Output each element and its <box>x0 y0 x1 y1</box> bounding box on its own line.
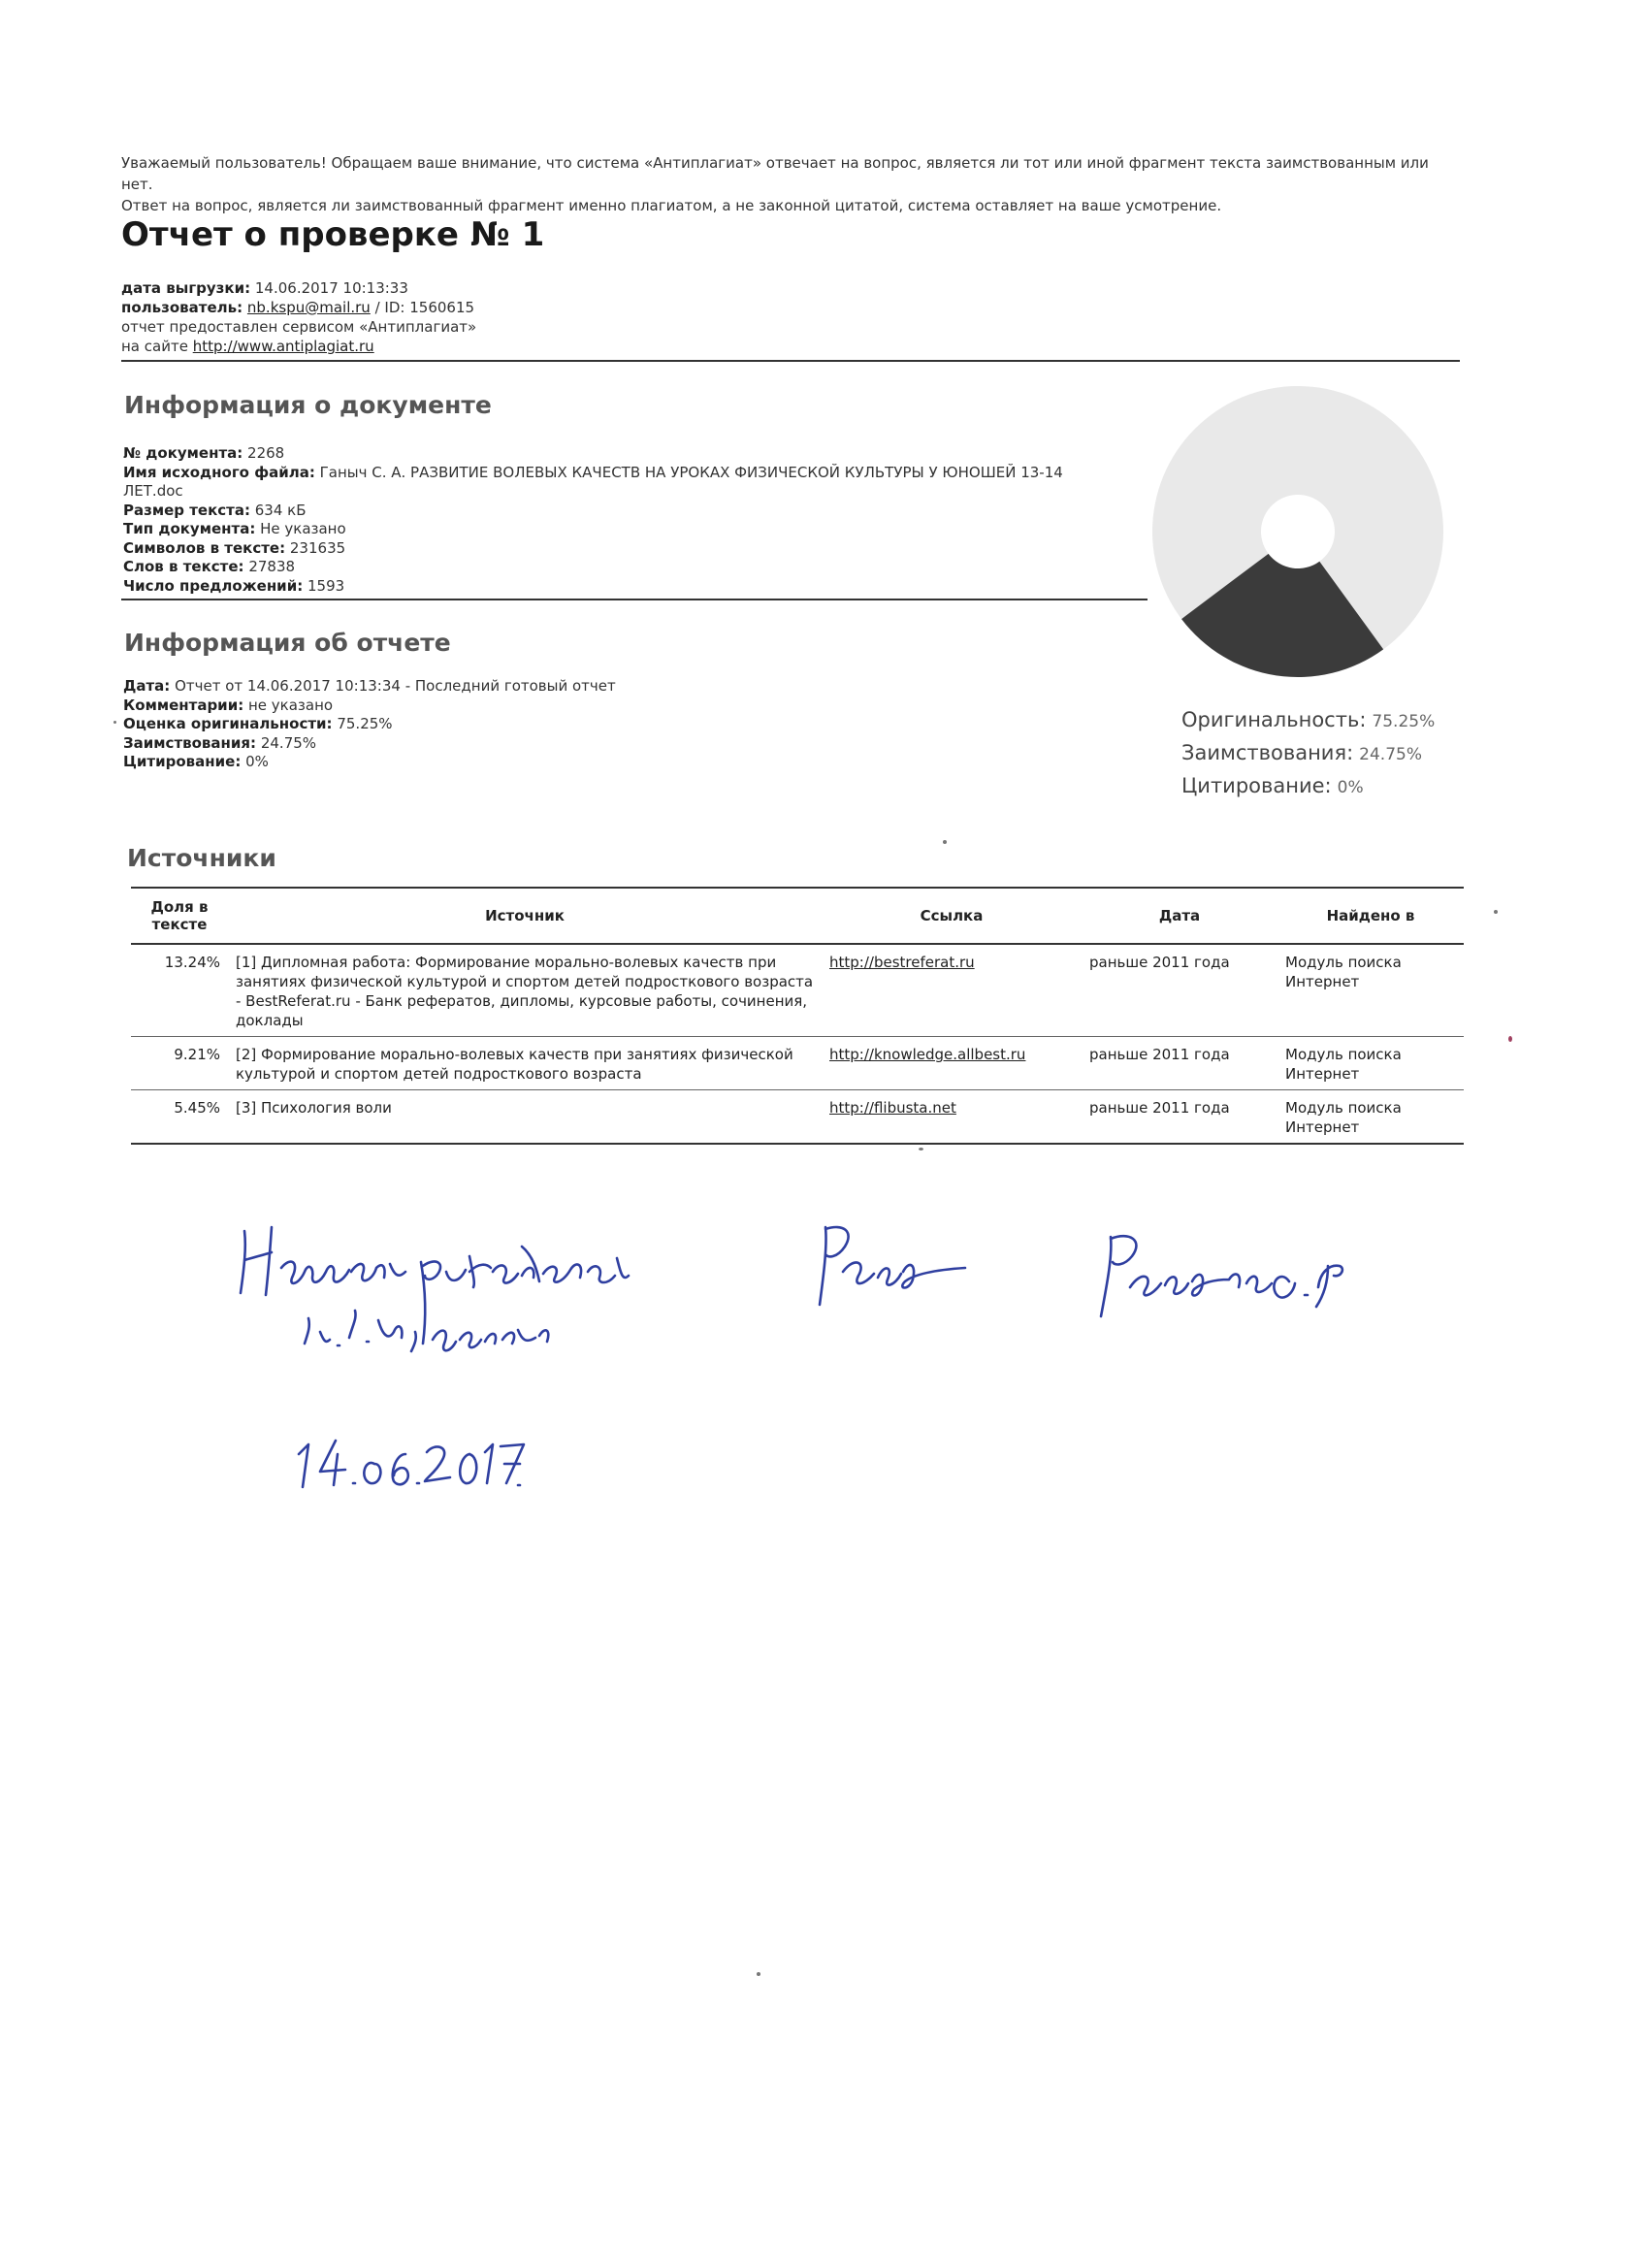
legend-value: 24.75% <box>1359 745 1422 764</box>
col-source: Источник <box>228 888 822 944</box>
legend-value: 75.25% <box>1372 712 1436 731</box>
chars-count: 231635 <box>289 538 346 557</box>
service-line: отчет предоставлен сервисом «Антиплагиат» <box>121 318 477 336</box>
doc-info-heading: Информация о документе <box>124 391 492 419</box>
legend-value: 0% <box>1337 778 1364 797</box>
handwritten-signature-initials <box>800 1217 975 1314</box>
words-count: 27838 <box>248 558 296 575</box>
sources-table <box>131 887 1464 1145</box>
source-link[interactable]: http://bestreferat.ru <box>829 954 975 971</box>
text-size: 634 кБ <box>254 501 307 519</box>
source-title: [2] Формирование морально-волевых качеств при занятиях физической культурой и спортом детей подросткового возраста <box>228 1037 822 1090</box>
table-row <box>131 944 1464 1037</box>
doc-type: Не указано <box>260 520 346 537</box>
notice-line-2: Ответ на вопрос, является ли заимствованный фрагмент именно плагиатом, а не законной цитатой, система оставляет на ваше усмотрение. <box>121 197 1222 214</box>
borrowing-label: Заимствования: <box>123 733 257 752</box>
source-title: [1] Дипломная работа: Формирование морально-волевых качеств при занятиях физической культурой и спортом детей подросткового возраста - BestReferat.ru - Банк рефератов, дипломы, курсовые работы, сочинения, доклады <box>228 944 822 1037</box>
scan-speck <box>1508 1036 1512 1042</box>
legend-label: Цитирование: <box>1181 774 1332 797</box>
comments-label: Комментарии: <box>123 696 244 714</box>
source-share: 9.21% <box>131 1037 228 1090</box>
scan-speck <box>757 1972 760 1976</box>
sentences-label: Число предложений: <box>123 576 304 595</box>
legend-item <box>1181 737 1435 770</box>
source-found-in: Модуль поиска Интернет <box>1277 1037 1464 1090</box>
user-label: пользователь: <box>121 299 243 316</box>
user-email-link[interactable]: nb.kspu@mail.ru <box>246 299 371 316</box>
sentences-count: 1593 <box>307 576 345 595</box>
export-date: 14.06.2017 10:13:33 <box>254 279 408 297</box>
chars-label: Символов в тексте: <box>123 538 286 557</box>
source-date: раньше 2011 года <box>1082 944 1277 1037</box>
report-date-label: Дата: <box>123 677 171 695</box>
handwritten-signature-name <box>1091 1227 1353 1334</box>
scan-speck <box>919 1148 923 1150</box>
originality-label: Оценка оригинальности: <box>123 715 333 732</box>
notice-text <box>121 152 1460 216</box>
legend-label: Заимствования: <box>1181 741 1354 764</box>
originality-value: 75.25% <box>337 715 393 732</box>
source-date: раньше 2011 года <box>1082 1037 1277 1090</box>
doc-type-label: Тип документа: <box>123 520 256 537</box>
handwritten-date <box>289 1419 541 1497</box>
filename-label: Имя исходного файла: <box>123 463 315 481</box>
divider-top <box>121 360 1460 362</box>
source-share: 13.24% <box>131 944 228 1037</box>
table-row <box>131 1037 1464 1090</box>
source-title: [3] Психология воли <box>228 1090 822 1145</box>
filename-line-2: ЛЕТ.doc <box>123 482 183 500</box>
source-found-in: Модуль поиска Интернет <box>1277 944 1464 1037</box>
site-prefix: на сайте <box>121 338 188 355</box>
citation-label: Цитирование: <box>123 753 242 770</box>
legend-item <box>1181 770 1435 803</box>
site-link[interactable]: http://www.antiplagiat.ru <box>192 338 374 355</box>
source-link[interactable]: http://flibusta.net <box>829 1099 956 1117</box>
user-id: / ID: 1560615 <box>374 299 475 316</box>
source-link[interactable]: http://knowledge.allbest.ru <box>829 1046 1026 1063</box>
words-label: Слов в тексте: <box>123 558 244 575</box>
scan-speck <box>113 721 116 724</box>
legend-label: Оригинальность: <box>1181 708 1367 731</box>
table-row <box>131 1090 1464 1145</box>
col-found: Найдено в <box>1277 888 1464 944</box>
col-share: Доля в тексте <box>131 888 228 944</box>
doc-number-label: № документа: <box>123 444 243 462</box>
report-info-heading: Информация об отчете <box>124 629 451 657</box>
originality-pie-chart <box>1152 386 1443 677</box>
report-meta <box>121 278 476 356</box>
citation-value: 0% <box>245 753 269 770</box>
source-share: 5.45% <box>131 1090 228 1145</box>
sources-heading: Источники <box>127 844 276 872</box>
export-date-label: дата выгрузки: <box>121 279 251 297</box>
filename-line-1: Ганыч С. А. РАЗВИТИЕ ВОЛЕВЫХ КАЧЕСТВ НА УРОКАХ ФИЗИЧЕСКОЙ КУЛЬТУРЫ У ЮНОШЕЙ 13-14 <box>319 463 1063 481</box>
doc-info-fields <box>123 444 1103 596</box>
scan-speck <box>1494 910 1498 914</box>
source-found-in: Модуль поиска Интернет <box>1277 1090 1464 1145</box>
notice-line-1: Уважаемый пользователь! Обращаем ваше внимание, что система «Антиплагиат» отвечает на вопрос, является ли тот или иной фрагмент текста заимствованным или нет. <box>121 154 1429 193</box>
borrowing-value: 24.75% <box>260 733 317 752</box>
chart-legend <box>1181 704 1435 803</box>
comments-value: не указано <box>247 696 334 714</box>
divider-doc-info <box>121 599 1148 600</box>
sources-header-row <box>131 888 1464 944</box>
handwritten-supervisor-title <box>231 1217 687 1392</box>
source-date: раньше 2011 года <box>1082 1090 1277 1145</box>
report-info-fields <box>123 677 996 772</box>
col-link: Ссылка <box>822 888 1082 944</box>
col-date: Дата <box>1082 888 1277 944</box>
legend-item <box>1181 704 1435 737</box>
text-size-label: Размер текста: <box>123 501 250 519</box>
doc-number: 2268 <box>247 444 285 462</box>
page-title: Отчет о проверке № 1 <box>121 215 545 254</box>
report-date: Отчет от 14.06.2017 10:13:34 - Последний готовый отчет <box>175 677 616 695</box>
scan-speck <box>943 840 947 844</box>
